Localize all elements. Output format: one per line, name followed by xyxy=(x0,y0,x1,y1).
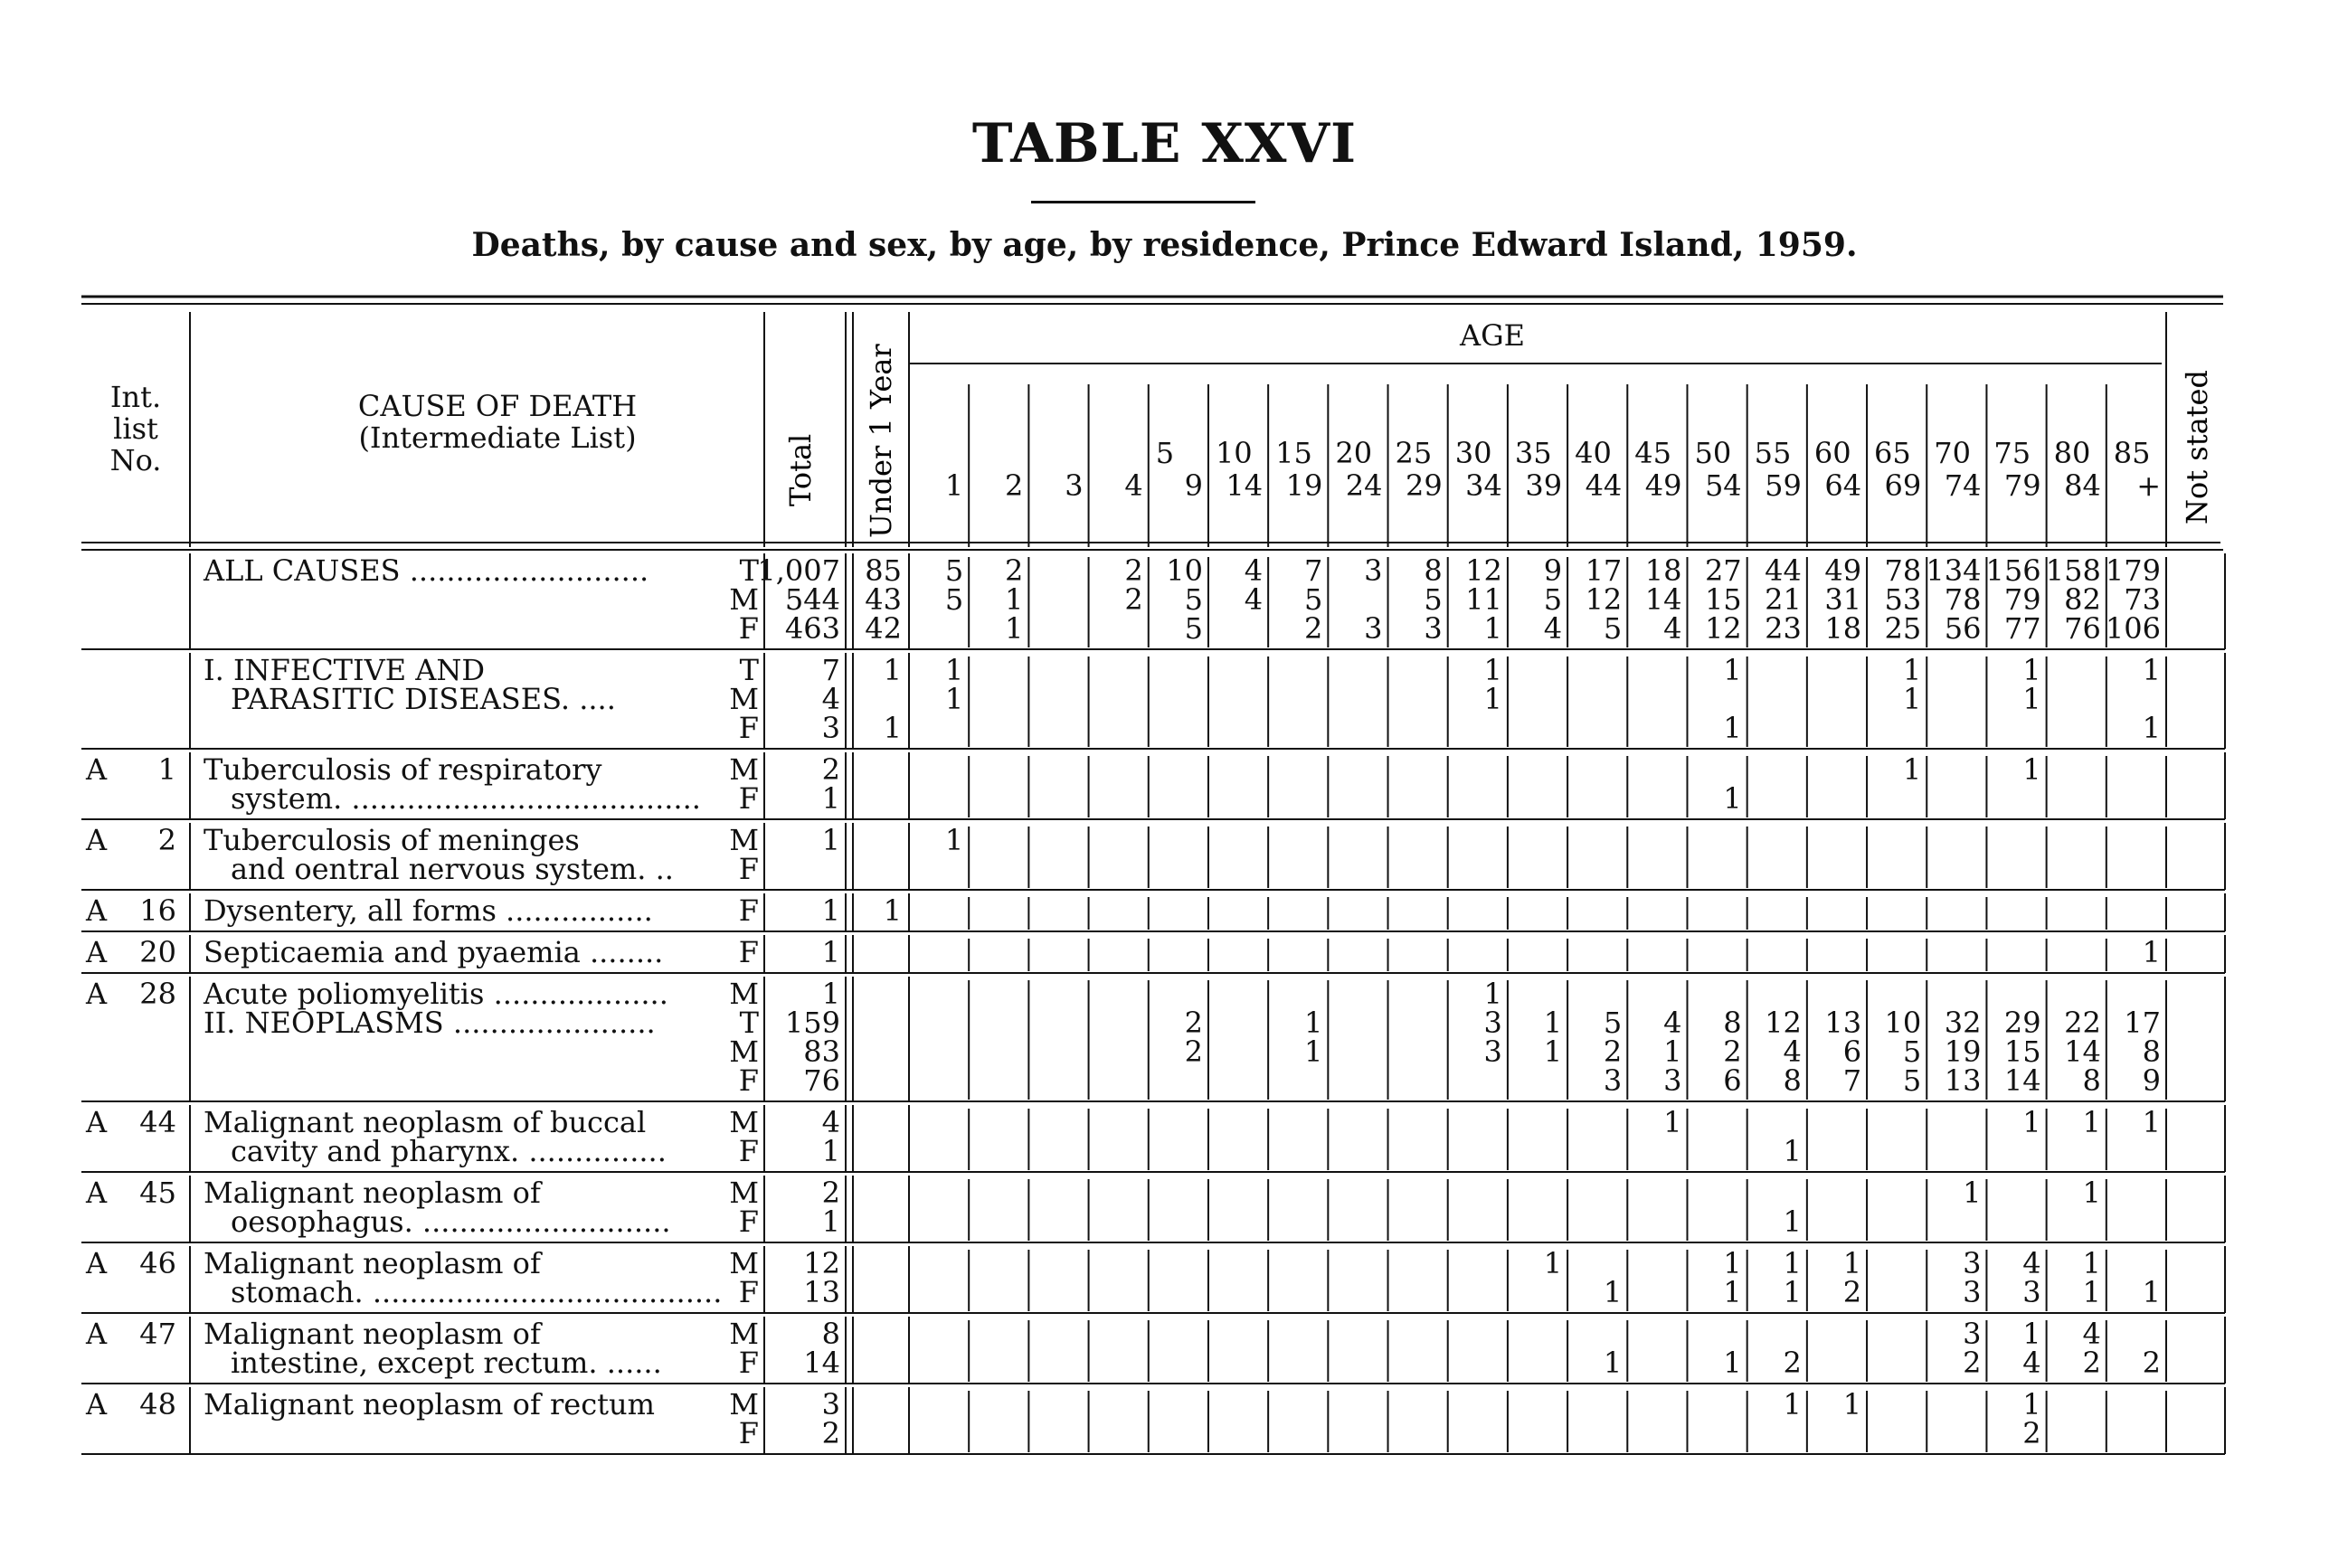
total-value: 1 xyxy=(821,823,840,857)
age-value: 1 xyxy=(883,653,902,687)
cause-label: ALL CAUSES .......................... xyxy=(204,553,649,588)
total-value: 3 xyxy=(821,711,840,745)
age-value: 4 xyxy=(1663,611,1682,646)
int-list-number: 44 xyxy=(139,1105,176,1139)
age-value: 25 xyxy=(1884,611,1922,646)
age-value: 19 xyxy=(1944,1034,1982,1069)
age-value: 18 xyxy=(1644,553,1682,588)
sex-marker: M xyxy=(729,1387,759,1422)
sex-marker: M xyxy=(729,1105,759,1139)
age-value: 1 xyxy=(1663,1034,1682,1069)
age-value: 15 xyxy=(1704,582,1742,617)
age-value: 76 xyxy=(2064,611,2101,646)
age-value: 12 xyxy=(1704,611,1742,646)
total-value: 12 xyxy=(803,1246,840,1280)
age-value: 134 xyxy=(1926,553,1982,588)
age-group-label: 74 xyxy=(1944,468,1982,503)
age-value: 1 xyxy=(2022,1387,2041,1422)
sex-marker: F xyxy=(738,711,759,745)
age-group-label: 79 xyxy=(2003,468,2041,503)
cause-label: intestine, except rectum. ...... xyxy=(231,1346,662,1380)
age-value: 5 xyxy=(1184,582,1203,617)
int-list-code: A xyxy=(86,1176,108,1210)
sex-marker: M xyxy=(729,977,759,1011)
age-value: 23 xyxy=(1765,611,1802,646)
sex-marker: M xyxy=(729,582,759,617)
age-value: 5 xyxy=(1902,1063,1922,1098)
total-value: 1 xyxy=(821,935,840,969)
age-value: 5 xyxy=(1603,611,1623,646)
age-value: 21 xyxy=(1765,582,1802,617)
age-value: 5 xyxy=(1543,582,1563,617)
int-list-code: A xyxy=(86,977,108,1011)
age-value: 1 xyxy=(1723,1246,1742,1280)
age-value: 2 xyxy=(1124,553,1143,588)
int-list-code: A xyxy=(86,893,108,928)
age-value: 2 xyxy=(1963,1346,1982,1380)
age-value: 29 xyxy=(2003,1006,2041,1040)
age-value: 2 xyxy=(2142,1346,2161,1380)
total-value: 2 xyxy=(821,1176,840,1210)
age-value: 2 xyxy=(1124,582,1143,617)
age-value: 179 xyxy=(2105,553,2161,588)
age-value: 42 xyxy=(865,611,902,646)
cause-label: Malignant neoplasm of xyxy=(204,1176,541,1210)
age-value: 1 xyxy=(1005,611,1024,646)
total-value: 83 xyxy=(803,1034,840,1069)
age-value: 13 xyxy=(1824,1006,1862,1040)
age-value: 1 xyxy=(1842,1246,1862,1280)
total-value: 463 xyxy=(784,611,840,646)
age-value: 3 xyxy=(2022,1275,2041,1309)
age-value: 3 xyxy=(1364,553,1383,588)
age-value: 79 xyxy=(2003,582,2041,617)
sex-marker: T xyxy=(739,553,759,588)
age-value: 6 xyxy=(1842,1034,1862,1069)
sex-marker: F xyxy=(738,611,759,646)
age-value: 8 xyxy=(1424,553,1443,588)
age-group-label: 55 xyxy=(1754,436,1792,470)
age-value: 1 xyxy=(2022,1317,2041,1351)
int-list-code: A xyxy=(86,935,108,969)
age-value: 56 xyxy=(1944,611,1982,646)
int-list-number: 2 xyxy=(157,823,176,857)
age-value: 44 xyxy=(1765,553,1802,588)
age-value: 1 xyxy=(1783,1387,1802,1422)
sex-marker: F xyxy=(738,935,759,969)
age-value: 10 xyxy=(1884,1006,1922,1040)
cause-label: Tuberculosis of meninges xyxy=(204,823,580,857)
age-value: 1 xyxy=(2082,1176,2101,1210)
age-value: 12 xyxy=(1585,582,1623,617)
age-value: 78 xyxy=(1944,582,1982,617)
cause-label: and oentral nervous system. .. xyxy=(231,852,674,886)
table-subtitle: Deaths, by cause and sex, by age, by residence, Prince Edward Island, 1959. xyxy=(471,226,1858,264)
int-list-number: 48 xyxy=(139,1387,176,1422)
age-value: 3 xyxy=(1963,1317,1982,1351)
age-value: 4 xyxy=(1244,582,1264,617)
age-value: 1 xyxy=(1902,682,1922,716)
age-value: 14 xyxy=(2064,1034,2101,1069)
sex-marker: M xyxy=(729,752,759,787)
age-value: 1 xyxy=(1663,1105,1682,1139)
age-value: 14 xyxy=(2003,1063,2041,1098)
age-value: 5 xyxy=(1603,1006,1623,1040)
cause-label: Tuberculosis of respiratory xyxy=(204,752,602,787)
sex-marker: F xyxy=(738,1134,759,1168)
age-value: 1 xyxy=(2142,935,2161,969)
total-value: 1,007 xyxy=(757,553,840,588)
int-list-number: 16 xyxy=(139,893,176,928)
age-group-label: 69 xyxy=(1884,468,1922,503)
age-value: 1 xyxy=(2022,1105,2041,1139)
age-group-label: 15 xyxy=(1275,436,1312,470)
int-list-number: 1 xyxy=(157,752,176,787)
age-value: 18 xyxy=(1824,611,1862,646)
age-value: 8 xyxy=(2142,1034,2161,1069)
total-value: 1 xyxy=(821,1204,840,1239)
age-value: 5 xyxy=(944,553,964,588)
age-value: 1 xyxy=(2142,1275,2161,1309)
age-value: 3 xyxy=(1483,1006,1502,1040)
age-group-label: 20 xyxy=(1335,436,1373,470)
age-value: 1 xyxy=(2142,1105,2161,1139)
age-group-label: 85 xyxy=(2113,436,2151,470)
age-value: 2 xyxy=(1184,1034,1203,1069)
age-value: 10 xyxy=(1166,553,1203,588)
age-group-label: 70 xyxy=(1934,436,1971,470)
age-value: 9 xyxy=(2142,1063,2161,1098)
age-value: 5 xyxy=(1184,611,1203,646)
cause-label: Dysentery, all forms ................ xyxy=(204,893,653,928)
age-value: 1 xyxy=(1483,653,1502,687)
age-value: 17 xyxy=(2124,1006,2161,1040)
age-group-label: 44 xyxy=(1585,468,1623,503)
age-value: 5 xyxy=(1303,582,1323,617)
age-group-label: 14 xyxy=(1226,468,1264,503)
age-value: 32 xyxy=(1944,1006,1982,1040)
age-value: 43 xyxy=(865,582,902,617)
age-value: 5 xyxy=(1424,582,1443,617)
age-group-label: 45 xyxy=(1634,436,1672,470)
sex-marker: M xyxy=(729,1317,759,1351)
age-value: 9 xyxy=(1543,553,1563,588)
cause-header: (Intermediate List) xyxy=(358,420,637,455)
cause-label: system. ...................................... xyxy=(231,781,701,816)
age-value: 1 xyxy=(883,893,902,928)
age-value: 6 xyxy=(1723,1063,1742,1098)
total-value: 14 xyxy=(803,1346,840,1380)
age-value: 4 xyxy=(1543,611,1563,646)
int-list-number: 45 xyxy=(139,1176,176,1210)
age-value: 1 xyxy=(1543,1006,1563,1040)
cause-label: I. INFECTIVE AND xyxy=(204,653,486,687)
age-value: 2 xyxy=(1842,1275,1862,1309)
age-value: 27 xyxy=(1704,553,1742,588)
sex-marker: M xyxy=(729,1176,759,1210)
int-list-code: A xyxy=(86,1387,108,1422)
age-value: 1 xyxy=(1783,1275,1802,1309)
age-group-label: 54 xyxy=(1704,468,1742,503)
age-group-label: 59 xyxy=(1765,468,1802,503)
cause-label: Septicaemia and pyaemia ........ xyxy=(204,935,664,969)
int-list-code: A xyxy=(86,1105,108,1139)
total-value: 1 xyxy=(821,977,840,1011)
age-value: 1 xyxy=(944,653,964,687)
age-group-label: 29 xyxy=(1405,468,1443,503)
age-value: 31 xyxy=(1824,582,1862,617)
age-value: 8 xyxy=(2082,1063,2101,1098)
cause-label: PARASITIC DISEASES. .... xyxy=(231,682,616,716)
total-value: 544 xyxy=(784,582,840,617)
age-group-label: 2 xyxy=(1005,468,1024,503)
int-list-number: 47 xyxy=(139,1317,176,1351)
under-1-year-header: Under 1 Year xyxy=(864,344,898,538)
int-list-code: A xyxy=(86,1317,108,1351)
age-group-label: 25 xyxy=(1395,436,1433,470)
sex-marker: F xyxy=(738,1204,759,1239)
age-value: 2 xyxy=(1005,553,1024,588)
age-value: 8 xyxy=(1783,1063,1802,1098)
age-value: 1 xyxy=(1543,1246,1563,1280)
age-value: 1 xyxy=(1543,1034,1563,1069)
total-value: 2 xyxy=(821,1416,840,1450)
age-value: 1 xyxy=(2142,653,2161,687)
age-value: 78 xyxy=(1884,553,1922,588)
cause-label: Malignant neoplasm of xyxy=(204,1246,541,1280)
age-value: 1 xyxy=(944,823,964,857)
table-title: TABLE XXVI xyxy=(971,112,1358,175)
sex-marker: T xyxy=(739,653,759,687)
age-group-label: 65 xyxy=(1874,436,1911,470)
sex-marker: F xyxy=(738,781,759,816)
age-value: 2 xyxy=(1783,1346,1802,1380)
sex-marker: F xyxy=(738,1275,759,1309)
age-group-label: 1 xyxy=(944,468,964,503)
total-value: 8 xyxy=(821,1317,840,1351)
age-group-label: + xyxy=(2136,468,2161,503)
age-value: 12 xyxy=(1465,553,1502,588)
age-value: 1 xyxy=(2082,1105,2101,1139)
total-value: 2 xyxy=(821,752,840,787)
age-value: 17 xyxy=(1585,553,1623,588)
cause-header: CAUSE OF DEATH xyxy=(357,389,638,423)
age-value: 5 xyxy=(1902,1034,1922,1069)
age-value: 1 xyxy=(1303,1034,1323,1069)
age-value: 1 xyxy=(944,682,964,716)
age-group-label: 10 xyxy=(1215,436,1253,470)
age-value: 1 xyxy=(2082,1246,2101,1280)
age-group-label: 24 xyxy=(1345,468,1383,503)
age-value: 1 xyxy=(2022,653,2041,687)
age-value: 3 xyxy=(1663,1063,1682,1098)
sex-marker: F xyxy=(738,1063,759,1098)
age-value: 1 xyxy=(1483,611,1502,646)
age-value: 1 xyxy=(1723,653,1742,687)
int-list-header: list xyxy=(113,411,158,446)
age-group-label: 30 xyxy=(1454,436,1492,470)
age-value: 1 xyxy=(1603,1275,1623,1309)
age-value: 3 xyxy=(1364,611,1383,646)
age-value: 4 xyxy=(1783,1034,1802,1069)
age-value: 1 xyxy=(2142,711,2161,745)
age-value: 4 xyxy=(2022,1246,2041,1280)
age-value: 1 xyxy=(1963,1176,1982,1210)
age-value: 53 xyxy=(1884,582,1922,617)
not-stated-header: Not stated xyxy=(2180,370,2214,524)
age-value: 73 xyxy=(2124,582,2161,617)
age-value: 1 xyxy=(1783,1204,1802,1239)
age-value: 3 xyxy=(1424,611,1443,646)
total-value: 159 xyxy=(784,1006,840,1040)
age-value: 1 xyxy=(1723,711,1742,745)
age-value: 3 xyxy=(1963,1246,1982,1280)
total-value: 13 xyxy=(803,1275,840,1309)
age-value: 1 xyxy=(1902,752,1922,787)
age-value: 7 xyxy=(1842,1063,1862,1098)
age-value: 85 xyxy=(865,553,902,588)
total-value: 76 xyxy=(803,1063,840,1098)
int-list-number: 46 xyxy=(139,1246,176,1280)
age-value: 4 xyxy=(1663,1006,1682,1040)
age-value: 1 xyxy=(2022,682,2041,716)
age-value: 1 xyxy=(1483,682,1502,716)
age-value: 2 xyxy=(2022,1416,2041,1450)
sex-marker: M xyxy=(729,1034,759,1069)
age-group-label: 34 xyxy=(1465,468,1502,503)
age-value: 1 xyxy=(883,711,902,745)
age-group-label: 4 xyxy=(1124,468,1143,503)
age-group-label: 50 xyxy=(1694,436,1732,470)
age-group-label: 3 xyxy=(1065,468,1084,503)
age-group-label: 64 xyxy=(1824,468,1862,503)
age-value: 2 xyxy=(1303,611,1323,646)
age-value: 49 xyxy=(1824,553,1862,588)
age-value: 8 xyxy=(1723,1006,1742,1040)
cause-label: cavity and pharynx. ............... xyxy=(231,1134,667,1168)
int-list-code: A xyxy=(86,752,108,787)
age-value: 2 xyxy=(1184,1006,1203,1040)
cause-label: Malignant neoplasm of rectum xyxy=(204,1387,655,1422)
age-value: 1 xyxy=(2022,752,2041,787)
age-value: 12 xyxy=(1765,1006,1802,1040)
age-value: 2 xyxy=(1603,1034,1623,1069)
int-list-code: A xyxy=(86,1246,108,1280)
age-value: 4 xyxy=(2022,1346,2041,1380)
age-value: 7 xyxy=(1303,553,1323,588)
sex-marker: F xyxy=(738,852,759,886)
age-value: 1 xyxy=(2082,1275,2101,1309)
age-value: 1 xyxy=(1723,781,1742,816)
int-list-header: Int. xyxy=(109,380,162,414)
age-value: 14 xyxy=(1644,582,1682,617)
int-list-header: No. xyxy=(109,443,162,477)
int-list-number: 20 xyxy=(139,935,176,969)
age-value: 1 xyxy=(1783,1246,1802,1280)
total-value: 1 xyxy=(821,781,840,816)
age-group-label: 75 xyxy=(1993,436,2031,470)
age-header: AGE xyxy=(1459,318,1526,353)
age-value: 1 xyxy=(1723,1346,1742,1380)
age-group-label: 39 xyxy=(1525,468,1563,503)
age-value: 106 xyxy=(2105,611,2161,646)
age-group-label: 60 xyxy=(1813,436,1851,470)
age-group-label: 40 xyxy=(1575,436,1612,470)
age-value: 3 xyxy=(1483,1034,1502,1069)
total-value: 4 xyxy=(821,1105,840,1139)
age-group-label: 35 xyxy=(1514,436,1552,470)
sex-marker: M xyxy=(729,823,759,857)
age-value: 13 xyxy=(1944,1063,1982,1098)
age-value: 3 xyxy=(1603,1063,1623,1098)
age-value: 1 xyxy=(1783,1134,1802,1168)
cause-label: II. NEOPLASMS ...................... xyxy=(204,1006,656,1040)
age-group-label: 19 xyxy=(1285,468,1323,503)
sex-marker: M xyxy=(729,1246,759,1280)
age-group-label: 80 xyxy=(2053,436,2091,470)
age-value: 11 xyxy=(1465,582,1502,617)
age-value: 5 xyxy=(944,582,964,617)
total-value: 1 xyxy=(821,893,840,928)
cause-label: Malignant neoplasm of xyxy=(204,1317,541,1351)
total-value: 7 xyxy=(821,653,840,687)
sex-marker: F xyxy=(738,893,759,928)
age-value: 22 xyxy=(2064,1006,2101,1040)
total-value: 1 xyxy=(821,1134,840,1168)
age-value: 158 xyxy=(2045,553,2101,588)
age-value: 3 xyxy=(1963,1275,1982,1309)
age-value: 2 xyxy=(2082,1346,2101,1380)
age-value: 1 xyxy=(1842,1387,1862,1422)
age-value: 156 xyxy=(1985,553,2041,588)
age-value: 2 xyxy=(1723,1034,1742,1069)
age-value: 1 xyxy=(1603,1346,1623,1380)
age-value: 1 xyxy=(1483,977,1502,1011)
age-value: 1 xyxy=(1005,582,1024,617)
age-group-label: 84 xyxy=(2064,468,2101,503)
sex-marker: F xyxy=(738,1346,759,1380)
age-value: 4 xyxy=(1244,553,1264,588)
age-value: 82 xyxy=(2064,582,2101,617)
age-group-label: 49 xyxy=(1644,468,1682,503)
total-value: 4 xyxy=(821,682,840,716)
age-value: 1 xyxy=(1723,1275,1742,1309)
age-value: 77 xyxy=(2003,611,2041,646)
cause-label: Malignant neoplasm of buccal xyxy=(204,1105,647,1139)
sex-marker: F xyxy=(738,1416,759,1450)
age-group-label: 5 xyxy=(1155,436,1175,470)
total-header: Total xyxy=(783,433,818,506)
int-list-code: A xyxy=(86,823,108,857)
sex-marker: M xyxy=(729,682,759,716)
age-value: 1 xyxy=(1902,653,1922,687)
sex-marker: T xyxy=(739,1006,759,1040)
age-group-label: 9 xyxy=(1184,468,1203,503)
int-list-number: 28 xyxy=(139,977,176,1011)
cause-label: stomach. ...................................... xyxy=(231,1275,723,1309)
age-value: 1 xyxy=(1303,1006,1323,1040)
cause-label: oesophagus. ........................... xyxy=(231,1204,671,1239)
age-value: 15 xyxy=(2003,1034,2041,1069)
age-value: 4 xyxy=(2082,1317,2101,1351)
total-value: 3 xyxy=(821,1387,840,1422)
cause-label: Acute poliomyelitis ................... xyxy=(204,977,668,1011)
